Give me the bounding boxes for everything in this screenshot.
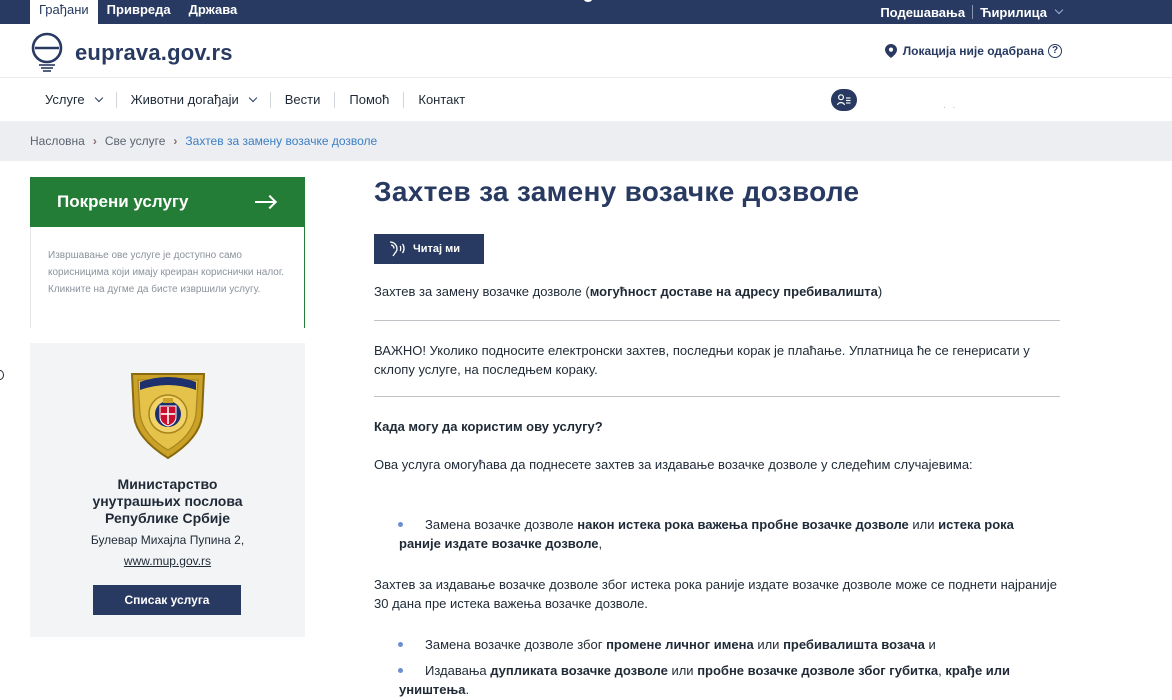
text-span: Издавања	[425, 663, 491, 678]
site-logo-text[interactable]: euprava.gov.rs	[75, 40, 233, 65]
text-span: или	[908, 517, 939, 532]
main-navigation	[0, 78, 1172, 121]
breadcrumb-separator: ›	[92, 134, 97, 148]
breadcrumb-current[interactable]: Захтев за замену возачке дозволе	[185, 134, 378, 148]
ministry-website-link[interactable]: www.mup.gov.rs	[123, 554, 212, 568]
text-span-bold: након истека рока важења пробне возачке дозволе	[577, 517, 909, 532]
nav-item-label: Вести	[284, 92, 321, 107]
chevron-down-icon	[249, 93, 257, 101]
user-menu-icon	[837, 94, 851, 106]
ministry-name-line: Републике Србије	[104, 510, 231, 526]
settings-link[interactable]: Подешавања	[880, 4, 966, 20]
ministry-emblem-icon	[126, 364, 210, 460]
breadcrumb-separator: ›	[173, 134, 178, 148]
divider	[116, 92, 117, 108]
text-span: Захтев за замену возачке дозволе (	[374, 284, 590, 299]
bullet-icon	[398, 668, 403, 673]
text-span: Замена возачке дозволе због	[425, 637, 607, 652]
ministry-address: Булевар Михајла Пупина 2,	[90, 533, 245, 547]
tab-business[interactable]: Привреда	[106, 2, 171, 17]
text-span: ,	[598, 536, 603, 551]
faint-text: . .	[943, 100, 958, 111]
script-selector[interactable]: Ћирилица	[980, 4, 1047, 20]
bullet-icon	[398, 642, 403, 647]
nav-item-services[interactable]	[45, 92, 102, 107]
nav-item-help[interactable]	[349, 92, 389, 107]
ministry-name-line: унутрашњих послова	[92, 493, 243, 509]
text-span-bold: дупликата возачке дозволе	[490, 663, 668, 678]
read-aloud-button[interactable]	[374, 234, 484, 264]
nav-item-news[interactable]	[285, 92, 321, 107]
list-item	[399, 635, 1019, 654]
text-span-bold: могућност доставе на адресу пребивалишта	[589, 284, 878, 299]
tab-state[interactable]: Држава	[188, 2, 238, 17]
divider	[403, 92, 404, 108]
audience-tabs	[30, 0, 246, 24]
divider	[374, 396, 1060, 397]
nav-item-contact[interactable]	[418, 92, 465, 107]
intro-paragraph	[374, 282, 1064, 301]
read-aloud-label: Читај ми	[413, 243, 461, 255]
edge-indicator	[0, 370, 4, 380]
text-span: или	[667, 663, 698, 678]
text-span: и	[924, 637, 936, 652]
section-heading: Када могу да користим ову услугу?	[374, 419, 603, 434]
arrow-right-icon	[255, 201, 275, 203]
list-item	[399, 661, 1019, 699]
user-menu-button[interactable]	[831, 89, 857, 111]
start-service-label: Покрени услугу	[57, 192, 189, 211]
breadcrumb	[30, 134, 377, 148]
services-list-button[interactable]: Списак услуга	[93, 585, 241, 615]
text-span-bold: пробне возачке дозволе због губитка	[697, 663, 939, 678]
site-header	[0, 24, 1172, 78]
help-icon[interactable]: ?	[1048, 44, 1062, 58]
top-right-menu	[880, 0, 1062, 24]
bullet-icon	[398, 522, 403, 527]
list-item	[399, 515, 1019, 553]
ministry-name-line: Министарство	[117, 476, 218, 492]
ministry-card	[30, 343, 305, 637]
nav-item-label: Услуге	[45, 92, 85, 107]
logo-icon[interactable]	[30, 32, 66, 72]
text-span: или	[753, 637, 784, 652]
location-selector[interactable]	[885, 44, 1062, 58]
usage-paragraph: Ова услуга омогућава да поднесете захтев за издавање возачке дозволе у следећим случајевима:	[374, 457, 973, 472]
text-span: Замена возачке дозволе	[425, 517, 578, 532]
breadcrumb-home[interactable]: Насловна	[30, 134, 85, 148]
page-title: Захтев за замену возачке дозволе	[374, 176, 860, 207]
text-span-bold: промене личног имена	[606, 637, 754, 652]
divider	[270, 92, 271, 108]
divider	[972, 5, 973, 19]
list-item-text	[399, 661, 1019, 699]
nav-item-life-events[interactable]	[131, 92, 256, 107]
deadline-paragraph: Захтев за издавање возачке дозволе због истека рока раније издате возачке дозволе може се поднети најраније 30 дана пре истека важења возачке дозволе.	[374, 577, 1057, 611]
text-span-bold: крађе или уништења	[399, 663, 1011, 697]
tab-citizens[interactable]: Грађани	[30, 0, 98, 24]
nav-item-label: Контакт	[418, 92, 466, 107]
text-span: ,	[938, 663, 946, 678]
chevron-down-icon	[94, 93, 102, 101]
list-item-text	[399, 515, 1019, 553]
divider	[374, 320, 1060, 321]
important-notice: ВАЖНО! Уколико подносите електронски захтев, последњи корак је плаћање. Уплатница ће се генерисати у склопу услуге, на последњем кораку.	[374, 343, 1030, 377]
nav-item-label: Животни догађаји	[130, 92, 239, 107]
text-span: )	[877, 284, 883, 299]
nav-item-label: Помоћ	[349, 92, 390, 107]
list-item-text	[399, 635, 1019, 654]
text-span-bold: пребивалишта возача	[783, 637, 925, 652]
text-span: .	[465, 682, 470, 697]
location-label: Локација није одабрана	[902, 44, 1044, 58]
start-service-button[interactable]	[30, 177, 305, 227]
location-pin-icon	[885, 44, 897, 58]
ministry-name	[30, 476, 305, 527]
divider	[334, 92, 335, 108]
chevron-down-icon[interactable]	[1055, 6, 1063, 14]
breadcrumb-bar	[0, 121, 1172, 161]
speaker-icon	[387, 241, 407, 257]
start-service-note: Извршавање ове услуге је доступно само корисницима који имају креиран кориснички налог. Кликните на дугме да бисте извршили услугу.	[30, 227, 305, 328]
text-span-bold: истека рока раније издате возачке дозволе	[399, 517, 1014, 551]
breadcrumb-all-services[interactable]: Све услуге	[104, 134, 166, 148]
